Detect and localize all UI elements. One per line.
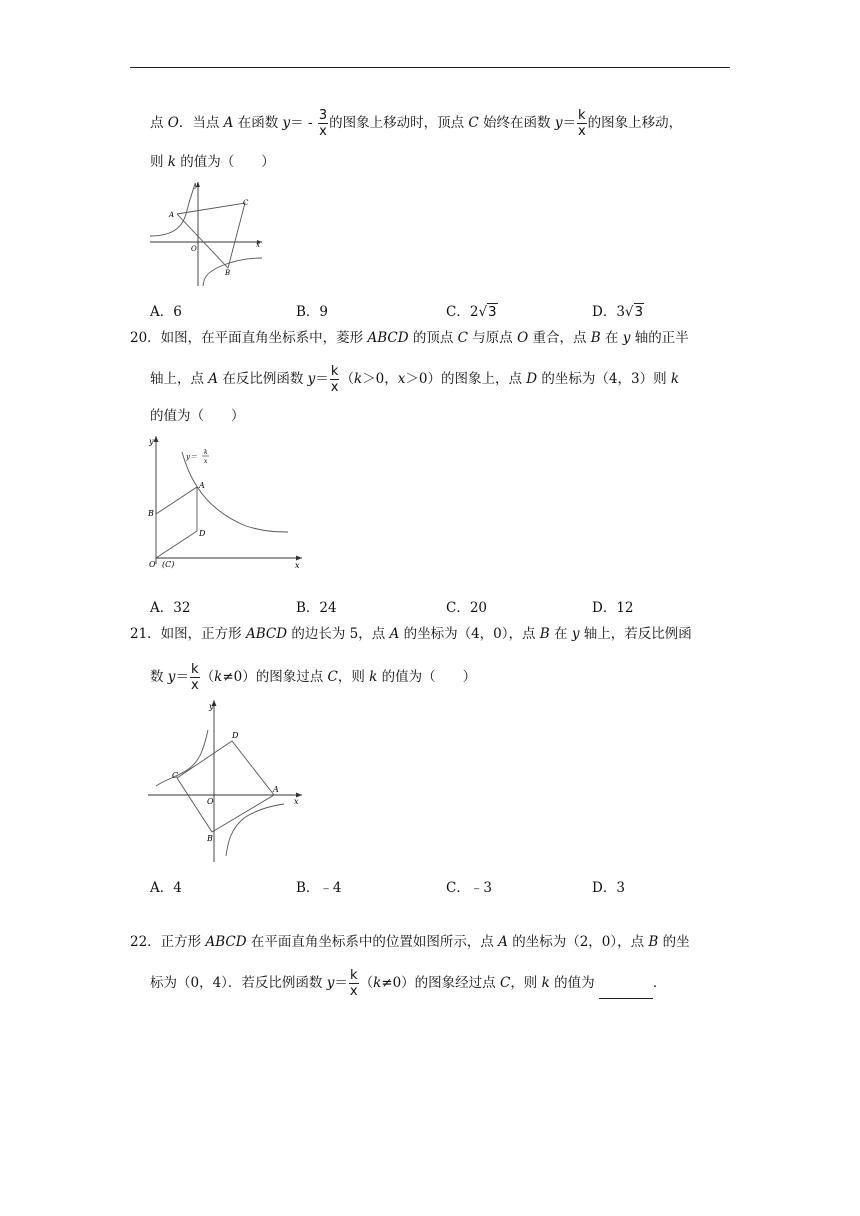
fig-label-D: D [199,529,206,538]
q20-line3: 的值为（ ） [150,408,245,424]
fig-label-y: y [209,702,214,711]
q21-option-d: D．3 [592,880,625,896]
fig-label-func-num: k [204,449,208,456]
fig-label-y: y [194,181,198,189]
q19-option-a: A．6 [150,304,182,320]
fraction: $\frac{k}{x}$ [349,968,358,999]
fraction: $\frac{k}{x}$ [330,364,339,395]
q21-option-c: C．﹣3 [446,880,492,896]
sqrt: √3 [478,304,497,320]
fig-label-C: C [172,771,179,780]
q21-line2: 数 y＝ $\frac{k}{x}$ （k≠0）的图象过点 C，则 k 的值为（ ） [150,662,477,693]
fig-label-A: A [199,481,205,490]
fig-label-C: C [243,199,249,207]
q20-line2: 轴上，点 A 在反比例函数 y＝ $\frac{k}{x}$ （k＞0，x＞0）的图象上，点 D 的坐标为（4，3）则 k [150,364,680,395]
fig-label-C: (C) [162,560,175,569]
fig-label-O: O [207,797,214,806]
fig-label-func: y＝ [186,453,197,461]
q21-option-b: B．﹣4 [296,880,342,896]
fig-label-B: B [207,834,213,843]
fig-label-O: O [191,245,197,253]
fraction: $\frac{3}{x}$ [318,108,328,139]
q19-option-b: B．9 [296,304,329,320]
q22-line1: 22．正方形 ABCD 在平面直角坐标系中的位置如图所示，点 A 的坐标为（2，0），点 B 的坐 [130,934,690,950]
fig-label-x: x [256,241,260,249]
sqrt: √3 [624,304,644,320]
q21-figure [146,698,306,864]
q20-option-c: C．20 [446,600,488,616]
q19-line1: 点 O．当点 A 在函数 y＝ - $\frac{3}{x}$ 的图象上移动时，顶点 C 始终在函数 y＝ $\frac{k}{x}$ 的图象上移动， [150,108,683,139]
q19-figure [146,178,266,290]
fig-label-x: x [294,797,299,806]
q21-line1: 21．如图，正方形 ABCD 的边长为 5，点 A 的坐标为（4，0），点 B 在 y 轴上，若反比例函 [130,626,692,642]
fig-label-x: x [295,561,300,570]
q20-option-a: A．32 [150,600,191,616]
header-rule [130,67,730,68]
fig-label-D: D [232,731,239,740]
q20-option-b: B．24 [296,600,337,616]
fig-label-A: A [273,785,279,794]
answer-blank[interactable] [599,984,653,999]
q19-option-d: D．3√3 [592,304,644,320]
fig-label-A: A [169,211,175,219]
q21-option-a: A．4 [150,880,182,896]
fraction: $\frac{k}{x}$ [577,108,586,139]
fraction: $\frac{k}{x}$ [190,662,199,693]
fig-label-y: y [149,437,154,446]
fig-label-O: O [149,560,156,569]
q22-line2: 标为（0，4）．若反比例函数 y＝ $\frac{k}{x}$ （k≠0）的图象经过点 C，则 k 的值为 ． [150,968,667,999]
q20-option-d: D．12 [592,600,634,616]
fig-label-func-den: x [204,458,208,465]
q20-figure [146,432,306,574]
q19-option-c: C．2√3 [446,304,497,320]
fig-label-B: B [225,269,231,277]
fig-label-B: B [148,509,154,518]
q19-line2: 则 k 的值为（ ） [150,154,275,170]
q20-line1: 20．如图，在平面直角坐标系中，菱形 ABCD 的顶点 C 与原点 O 重合，点 B 在 y 轴的正半 [130,330,689,346]
